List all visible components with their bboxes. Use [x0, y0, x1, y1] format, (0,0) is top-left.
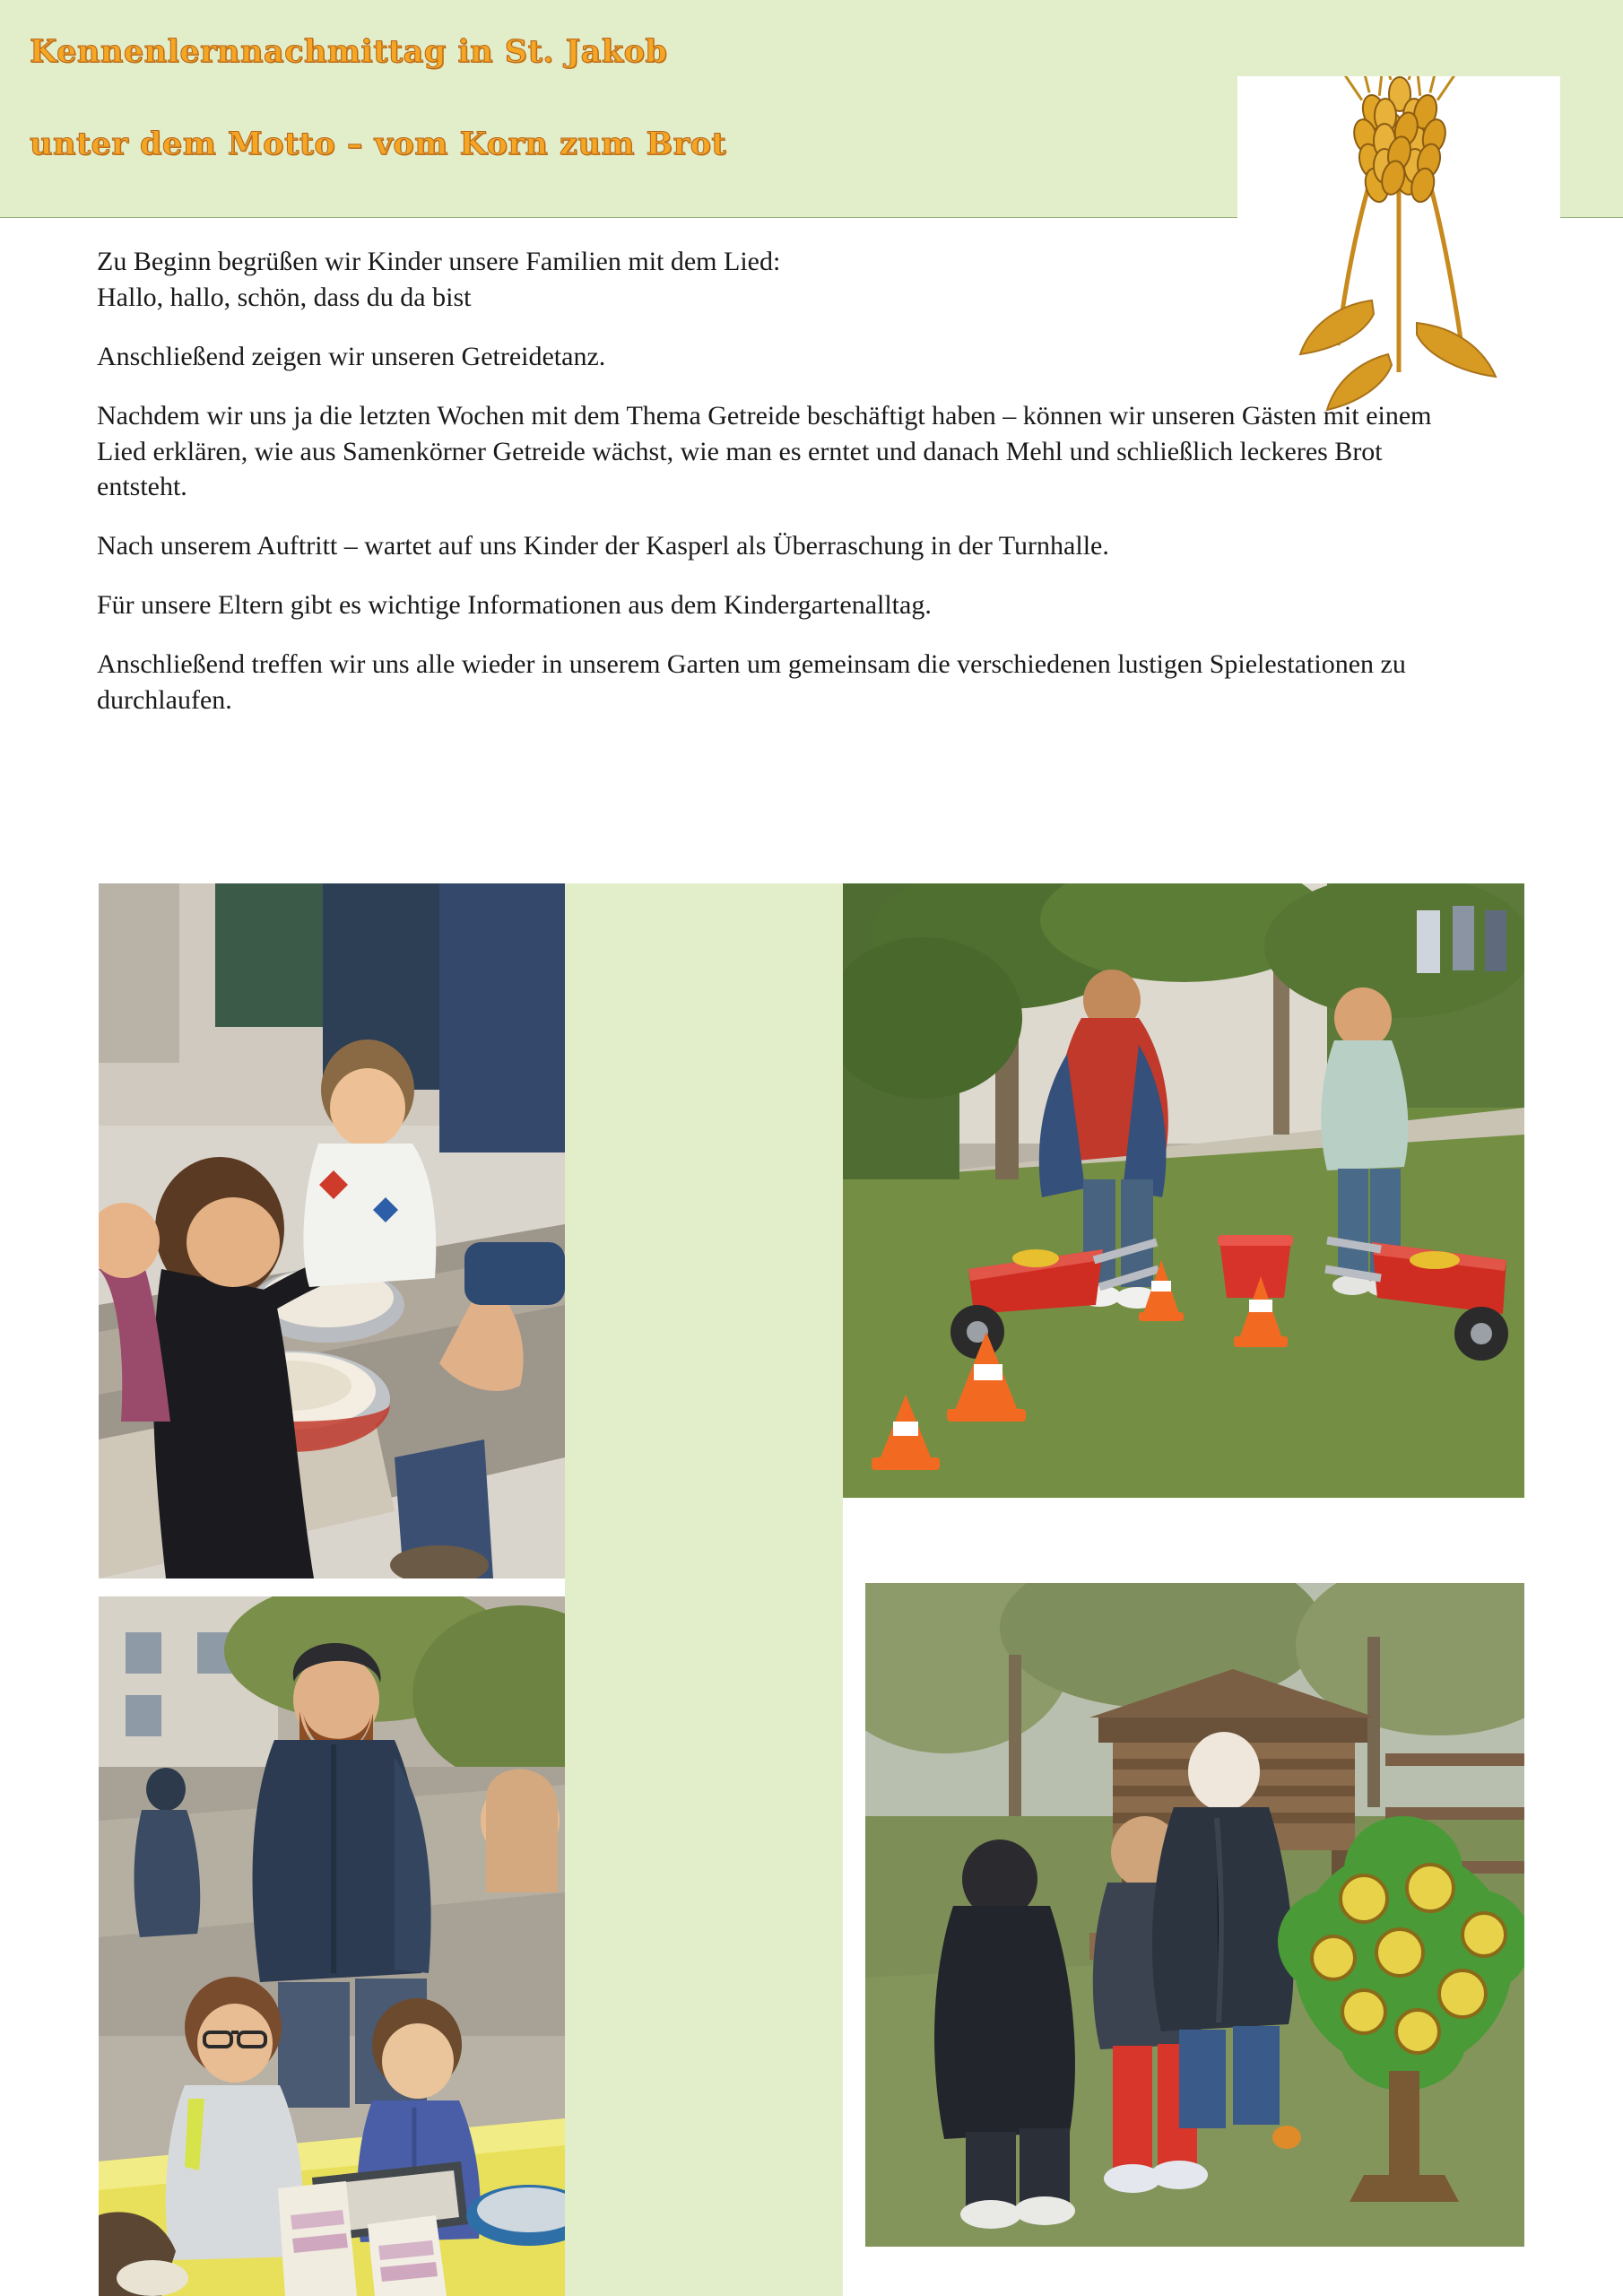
paragraph-grain-topic: Nachdem wir uns ja die letzten Wochen mit dem Thema Getreide beschäftigt haben – können wir unseren Gästen mit einem Lied erklären, wie aus Samenkörner Getreide wächst, wie man es erntet und danach Mehl und schließlich leckeres Brot entsteht. — [97, 400, 1432, 502]
photo-apple-tree-game — [865, 1583, 1524, 2247]
paragraph-kasperl: Nach unserem Auftritt – wartet auf uns Kinder der Kasperl als Überraschung in der Turnhalle. — [97, 531, 1109, 561]
paragraph-garden-stations: Anschließend treffen wir uns alle wieder in unserem Garten um gemeinsam die verschiedenen lustigen Spielestationen zu durchlaufen. — [97, 649, 1406, 716]
paragraph-greeting: Zu Beginn begrüßen wir Kinder unsere Familien mit dem Lied: Hallo, hallo, schön, dass du da bist — [97, 247, 781, 312]
paragraph-grain-dance: Anschließend zeigen wir unseren Getreidetanz. — [97, 341, 606, 371]
photo-gallery — [0, 883, 1623, 2296]
photo-wheelbarrow-game — [843, 883, 1524, 1498]
paragraph-parent-info: Für unsere Eltern gibt es wichtige Informationen aus dem Kindergartenalltag. — [97, 590, 932, 621]
page-title-line-1: Kennenlernnachmittag in St. Jakob — [30, 33, 668, 70]
page-title-line-2: unter dem Motto – vom Korn zum Brot — [30, 126, 727, 162]
photo-baking-table — [99, 1596, 565, 2296]
green-decoration-stripe — [565, 883, 843, 2296]
document-body — [97, 244, 1496, 742]
photo-children-mixing-dough — [99, 883, 565, 1578]
